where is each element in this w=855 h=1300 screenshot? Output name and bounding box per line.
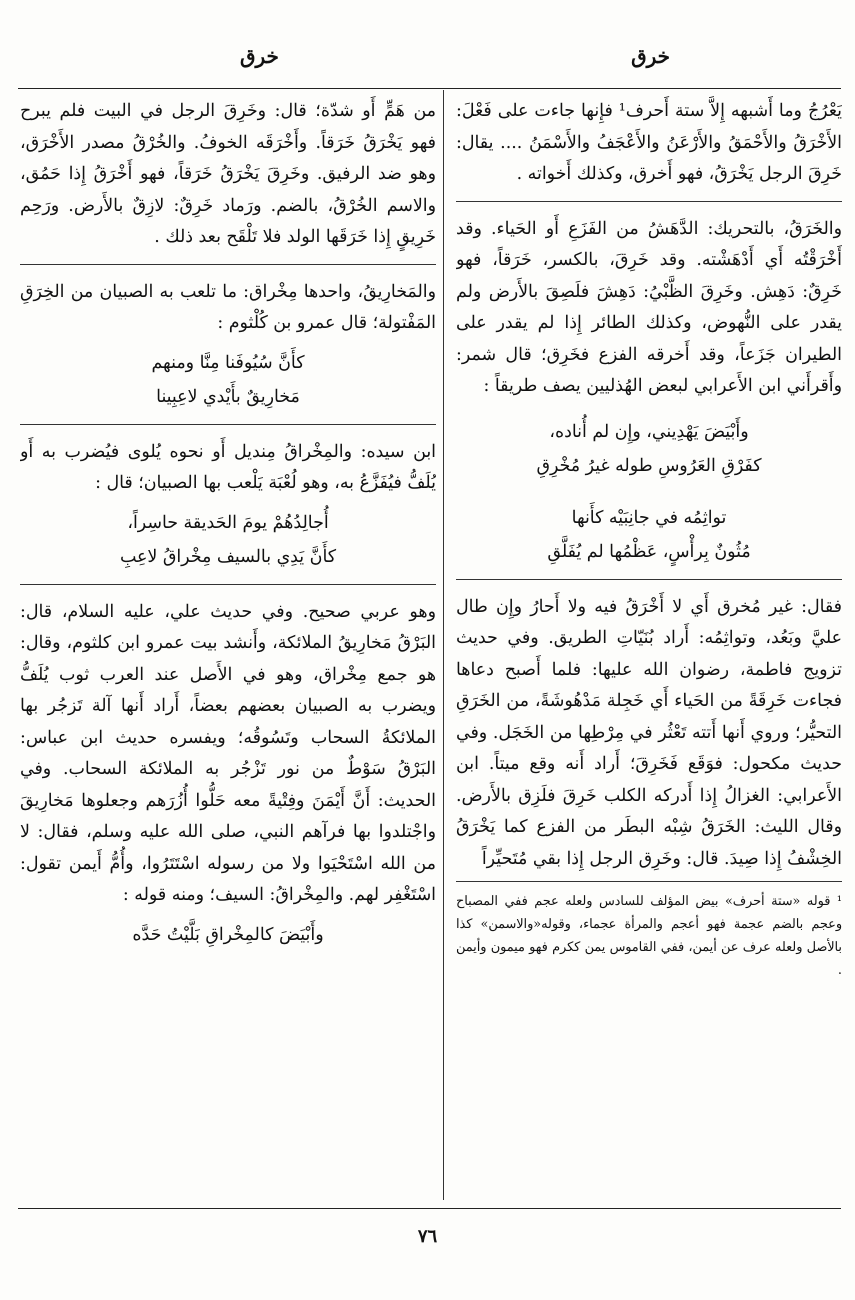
left-paragraph-1: من هَمٍّ أَو شدّة؛ قال: وخَرِقَ الرجل في البيت فلم يبرح فهو يَخْرَقُ خَرَقاً. وأَخْرَقَه الخوفُ. والخُرْقُ مصدر الأَخْرَق، وهو ضد الرفيق. وخَرِقَ يَخْرَقُ خَرَقاً، فهو أَخْرَقُ إِذا حَمُق، والاسم الخُرْقُ، بالضم. ورَماد خَرِقٌ: لازِقٌ بالأَرض. ورَحِم خَرِيقٍ إِذا خَرَقَها الولد فلا تَلْقَح بعد ذلك . bbox=[20, 101, 436, 247]
column-divider bbox=[443, 90, 444, 1200]
left-paragraph-4: وهو عربي صحيح. وفي حديث علي، عليه السلام، قال: البَرْقُ مَخارِيقُ الملائكة، وأَنشد بيت عمرو ابن كلثوم، وقال: هو جمع مِخْراق، وهو في الأَصل عند العرب ثوب يُلَفُّ ويضرب به الصبيان بعضهم بعضاً، أَراد أَنها آلة تَزجُر بها الملائكةُ السحاب وتَسُوقُه؛ ويفسره حديث ابن عباس: البَرْقُ سَوْطٌ من نور تَزْجُر به الملائكة السحاب. وفي الحديث: أَنَّ أَيْمَنَ وفِتْيةً معه حَلُّوا أُزُرَهم وجعلوها مَخارِيقَ واجْتلدوا بها فرآهم النبي، صلى الله عليه وسلم، فقال: لا من الله اسْتَحْيَوا ولا من رسوله اسْتَتَرُوا، وأُمُّ أَيمن تقول: اسْتَغْفِر لهم. والمِخْراقُ: السيف؛ ومنه قوله : bbox=[20, 601, 436, 905]
paragraph-separator bbox=[456, 579, 842, 580]
right-poem bbox=[456, 415, 842, 569]
header-rule bbox=[18, 88, 841, 89]
running-header-left: خرق bbox=[240, 44, 279, 68]
left-column bbox=[20, 96, 436, 1196]
poem-line: وأَبْيَضَ كالمِخْراقِ بَلَّيْتُ حَدَّه bbox=[132, 924, 324, 945]
paragraph-separator bbox=[456, 201, 842, 202]
paragraph-separator bbox=[20, 584, 436, 585]
poem-line: وأَبْيَضَ يَهْدِيني، وإِن لم أُناده، bbox=[549, 421, 749, 442]
right-paragraph-2: والخَرَقُ، بالتحريك: الدَّهَشُ من الفَزَعِ أَو الحَياء. وقد أَخْرَقْتُه أَي أَدْهَشْته. وقد خَرِقَ، بالكسر، خَرَقاً، فهو خَرِقٌ: دَهِش. وخَرِقَ الظَّبْيُ: دَهِشَ فلَصِقَ بالأَرض ولم يقدر على النُّهوض، وكذلك الطائر إِذا لم يقدر على الطيران جَزَعاً، وقد أَخرقه الفزع فخَرِق؛ قال شمر: وأَقرأَني ابن الأَعرابي لبعض الهُذليين يصف طريقاً : bbox=[456, 218, 842, 396]
left-paragraph-2: والمَخارِيقُ، واحدها مِخْراق: ما تلعب به الصبيان من الخِرَقِ المَفْتولة؛ قال عمرو بن كُلْثوم : bbox=[20, 281, 436, 333]
left-poem-1 bbox=[20, 346, 436, 414]
paragraph-separator bbox=[20, 264, 436, 265]
right-paragraph-1: يَعْرُجُ وما أَشبهه إِلاَّ ستة أَحرف¹ فإِنها جاءت على فَعْلَ: الأَخْرَقُ والأَحْمَقُ والأَرْعَنُ والأَعْجَفُ والأَسْمَنُ .... يقال: خَرِقَ الرجل يَخْرَقُ، فهو أَخرق، وكذلك أَخواته . bbox=[456, 101, 842, 184]
left-paragraph-3: ابن سيده: والمِخْراقُ مِنديل أَو نحوه يُلوى فيُضرب به أَو يُلَفُّ فيُفَزَّعُ به، وهو لُعْبَة يَلْعب بها الصبيان؛ قال : bbox=[20, 441, 436, 493]
right-column bbox=[456, 96, 842, 1196]
poem-line: مُثُونٌ بِرأْسٍ، عَظْمُها لم يُفَلَّقِ bbox=[547, 541, 751, 562]
poem-line: كفَرْقِ العَرُوسِ طوله غيرُ مُخْرِقِ bbox=[536, 455, 762, 476]
running-header-right: خرق bbox=[631, 44, 670, 68]
poem-line: كأَنَّ سُيُوفَنا مِنَّا ومنهم bbox=[151, 352, 305, 373]
left-poem-2 bbox=[20, 506, 436, 574]
left-poem-3 bbox=[20, 918, 436, 952]
poem-line: مَخارِيقٌ بأَيْدي لاعِبِينا bbox=[156, 386, 300, 407]
right-paragraph-3: فقال: غير مُخرق أَي لا أَخْرَقُ فيه ولا أَحارُ وإِن طال عليَّ وبَعُد، وتواثِمُه: أَراد بُنَيّاتِ الطريق. وفي حديث تزويج فاطمة، رضوان الله عليها: فلما أَصبح دعاها فجاءت خَرِقَةً من الحَياء أَي خَجِلة مَدْهُوشَةً، من الخَرَقِ التحيُّر؛ وروي أَنها أَتته تَعْثُر في مِرْطِها من الخَجَل. وفي حديث مكحول: فوَقَع فَخَرِقَ؛ أَراد أَنه وقع ميتاً. ابن الأَعرابي: الغزالُ إِذا أَدركه الكلب خَرِقَ فلَزِق بالأَرض. وقال الليث: الخَرَقُ شِبْه البطَر من الفزع كما يَخْرَقُ الخِشْفُ إِذا صِيدَ. قال: وخَرِق الرجل إِذا بقي مُتَحيِّراً bbox=[456, 596, 842, 869]
poem-line: تواثِمُه في جانِبَيْه كأَنها bbox=[571, 507, 727, 528]
footer-rule bbox=[18, 1208, 841, 1209]
paragraph-separator bbox=[20, 424, 436, 425]
poem-line: كأَنَّ يَدِي بالسيف مِخْراقُ لاعِبِ bbox=[119, 546, 337, 567]
footnote-separator bbox=[456, 881, 842, 882]
page-number: ٧٦ bbox=[417, 1226, 438, 1247]
footnote: ¹ قوله «ستة أحرف» بيض المؤلف للسادس ولعله عجم ففي المصباح وعجم بالضم عجمة فهو أعجم والمرأة عجماء، وقوله«والاسمن» كذا بالأصل ولعله عرف عن أيمن، ففي القاموس يمن ككرم فهو ميمون وأيمن . bbox=[456, 894, 842, 978]
poem-line: أُجالِدُهُمْ يومَ الحَديقة حاسِراً، bbox=[127, 512, 329, 533]
